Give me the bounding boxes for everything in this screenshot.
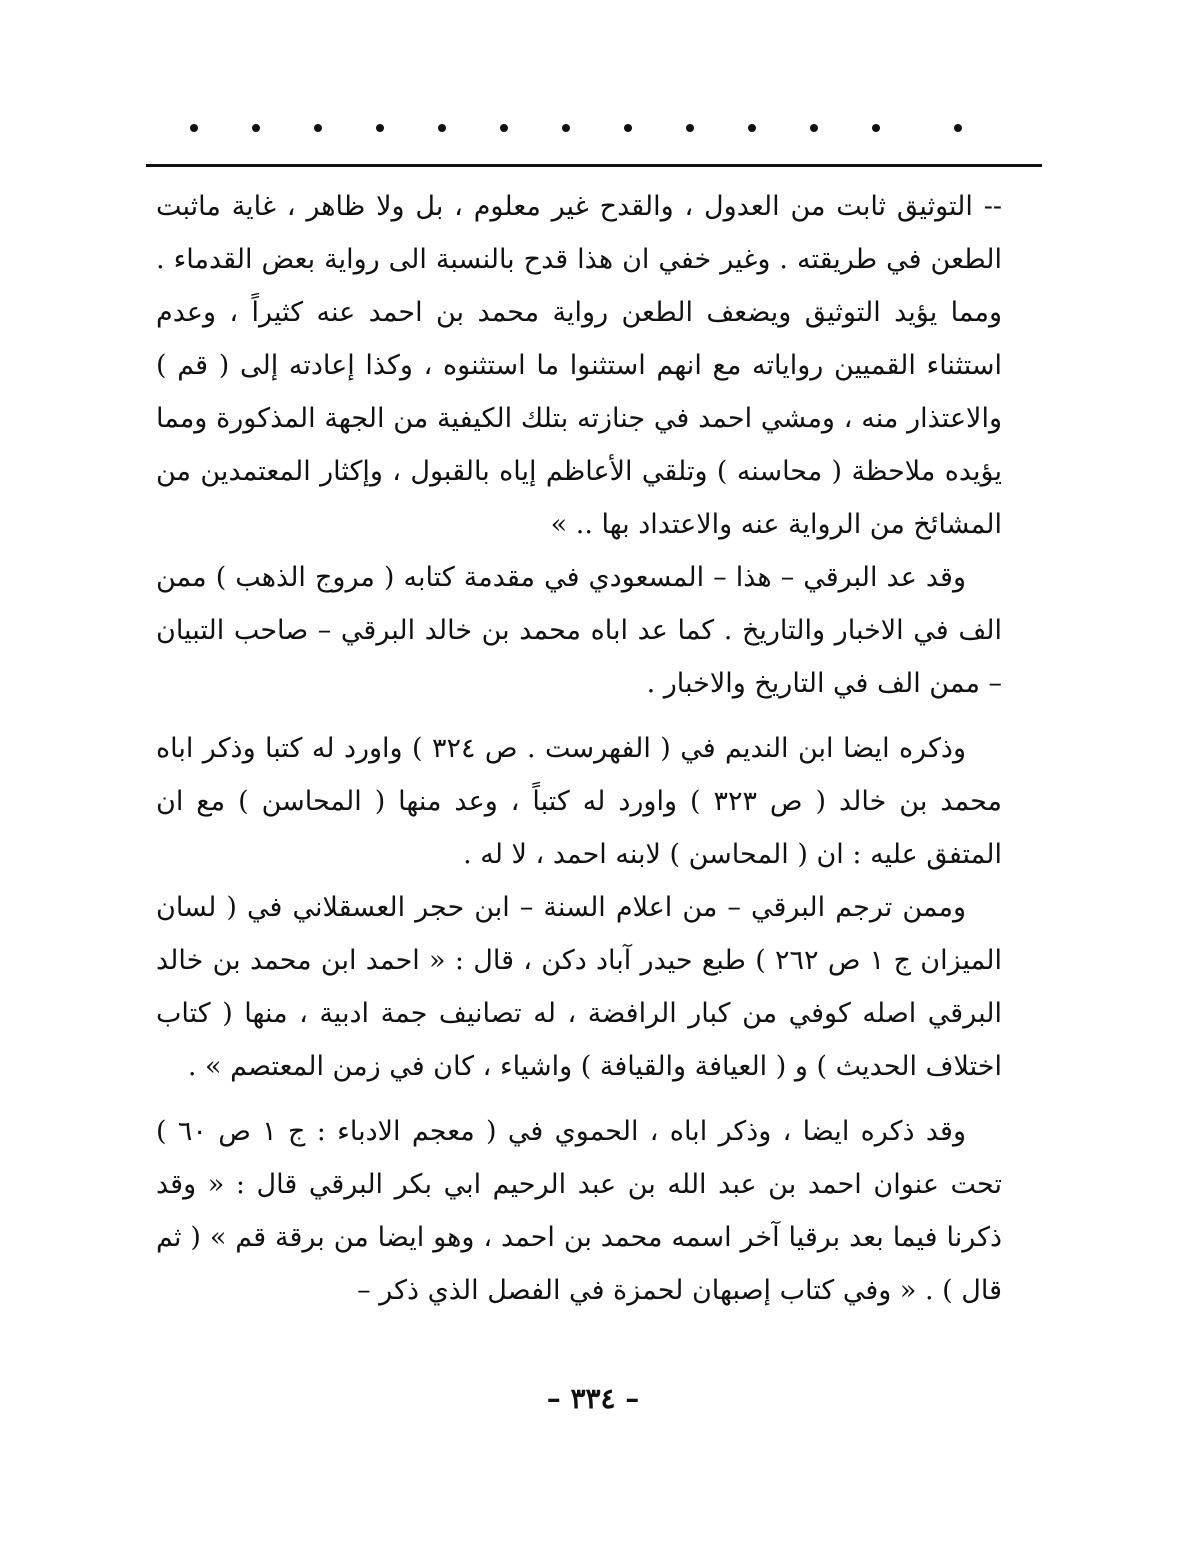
header-rule [146, 164, 1042, 167]
ornament-dot [438, 124, 446, 132]
ornament-dot [190, 124, 198, 132]
ornament-dot [686, 124, 694, 132]
decorative-dot-row [180, 114, 980, 144]
ornament-dot [252, 124, 260, 132]
body-paragraph: -- التوثيق ثابت من العدول ، والقدح غير معلوم ، بل ولا ظاهر ، غاية ماثبت الطعن في طريقته . وغير خفي ان هذا قدح بالنسبة الى رواية بعض القدماء . ومما يؤيد التوثيق ويضعف الطعن رواية محمد بن احمد عنه كثيراً ، وعدم استثناء القميين رواياته مع انهم استثنوا ما استثنوه ، وكذا إعادته إلى ( قم ) والاعتذار منه ، ومشي احمد في جنازته بتلك الكيفية من الجهة المذكورة ومما يؤيده ملاحظة ( محاسنه ) وتلقي الأعاظم إياه بالقبول ، وإكثار المعتمدين من المشائخ من الرواية عنه والاعتداد بها .. » [156, 191, 1002, 540]
ornament-dot [376, 124, 384, 132]
ornament-dot [624, 124, 632, 132]
body-paragraph: وذكره ايضا ابن النديم في ( الفهرست . ص ٣٢٤ ) واورد له كتبا وذكر اباه محمد بن خالد ( ص ٣٢٣ ) واورد له كتباً ، وعد منها ( المحاسن ) مع ان المتفق عليه : ان ( المحاسن ) لابنه احمد ، لا له . [156, 733, 1002, 870]
ornament-dot [872, 124, 880, 132]
body-paragraph: وقد عد البرقي – هذا – المسعودي في مقدمة كتابه ( مروج الذهب ) ممن الف في الاخبار والتاريخ . كما عد اباه محمد بن خالد البرقي – صاحب التبيان – ممن الف في التاريخ والاخبار . [156, 562, 1002, 699]
ornament-dot [748, 124, 756, 132]
body-paragraph: وقد ذكره ايضا ، وذكر اباه ، الحموي في ( معجم الادباء : ج ١ ص ٦٠ ) تحت عنوان احمد بن عبد الله بن عبد الرحيم ابي بكر البرقي قال : « وقد ذكرنا فيما بعد برقيا آخر اسمه محمد بن احمد ، وهو ايضا من برقة قم » ( ثم قال ) . « وفي كتاب إصبهان لحمزة في الفصل الذي ذكر – [156, 1116, 1002, 1306]
body-paragraph: وممن ترجم البرقي – من اعلام السنة – ابن حجر العسقلاني في ( لسان الميزان ج ١ ص ٢٦٢ ) طبع حيدر آباد دكن ، قال : « احمد ابن محمد بن خالد البرقي اصله كوفي من كبار الرافضة ، له تصانيف جمة ادبية ، منها ( كتاب اختلاف الحديث ) و ( العيافة والقيافة ) واشياء ، كان في زمن المعتصم » . [156, 892, 1003, 1082]
page-body [156, 180, 1002, 1317]
page-number: – ٣٣٤ – [546, 1382, 640, 1415]
ornament-dot [500, 124, 508, 132]
ornament-dot [810, 124, 818, 132]
ornament-dot [954, 124, 962, 132]
ornament-dot [562, 124, 570, 132]
ornament-dot [314, 124, 322, 132]
